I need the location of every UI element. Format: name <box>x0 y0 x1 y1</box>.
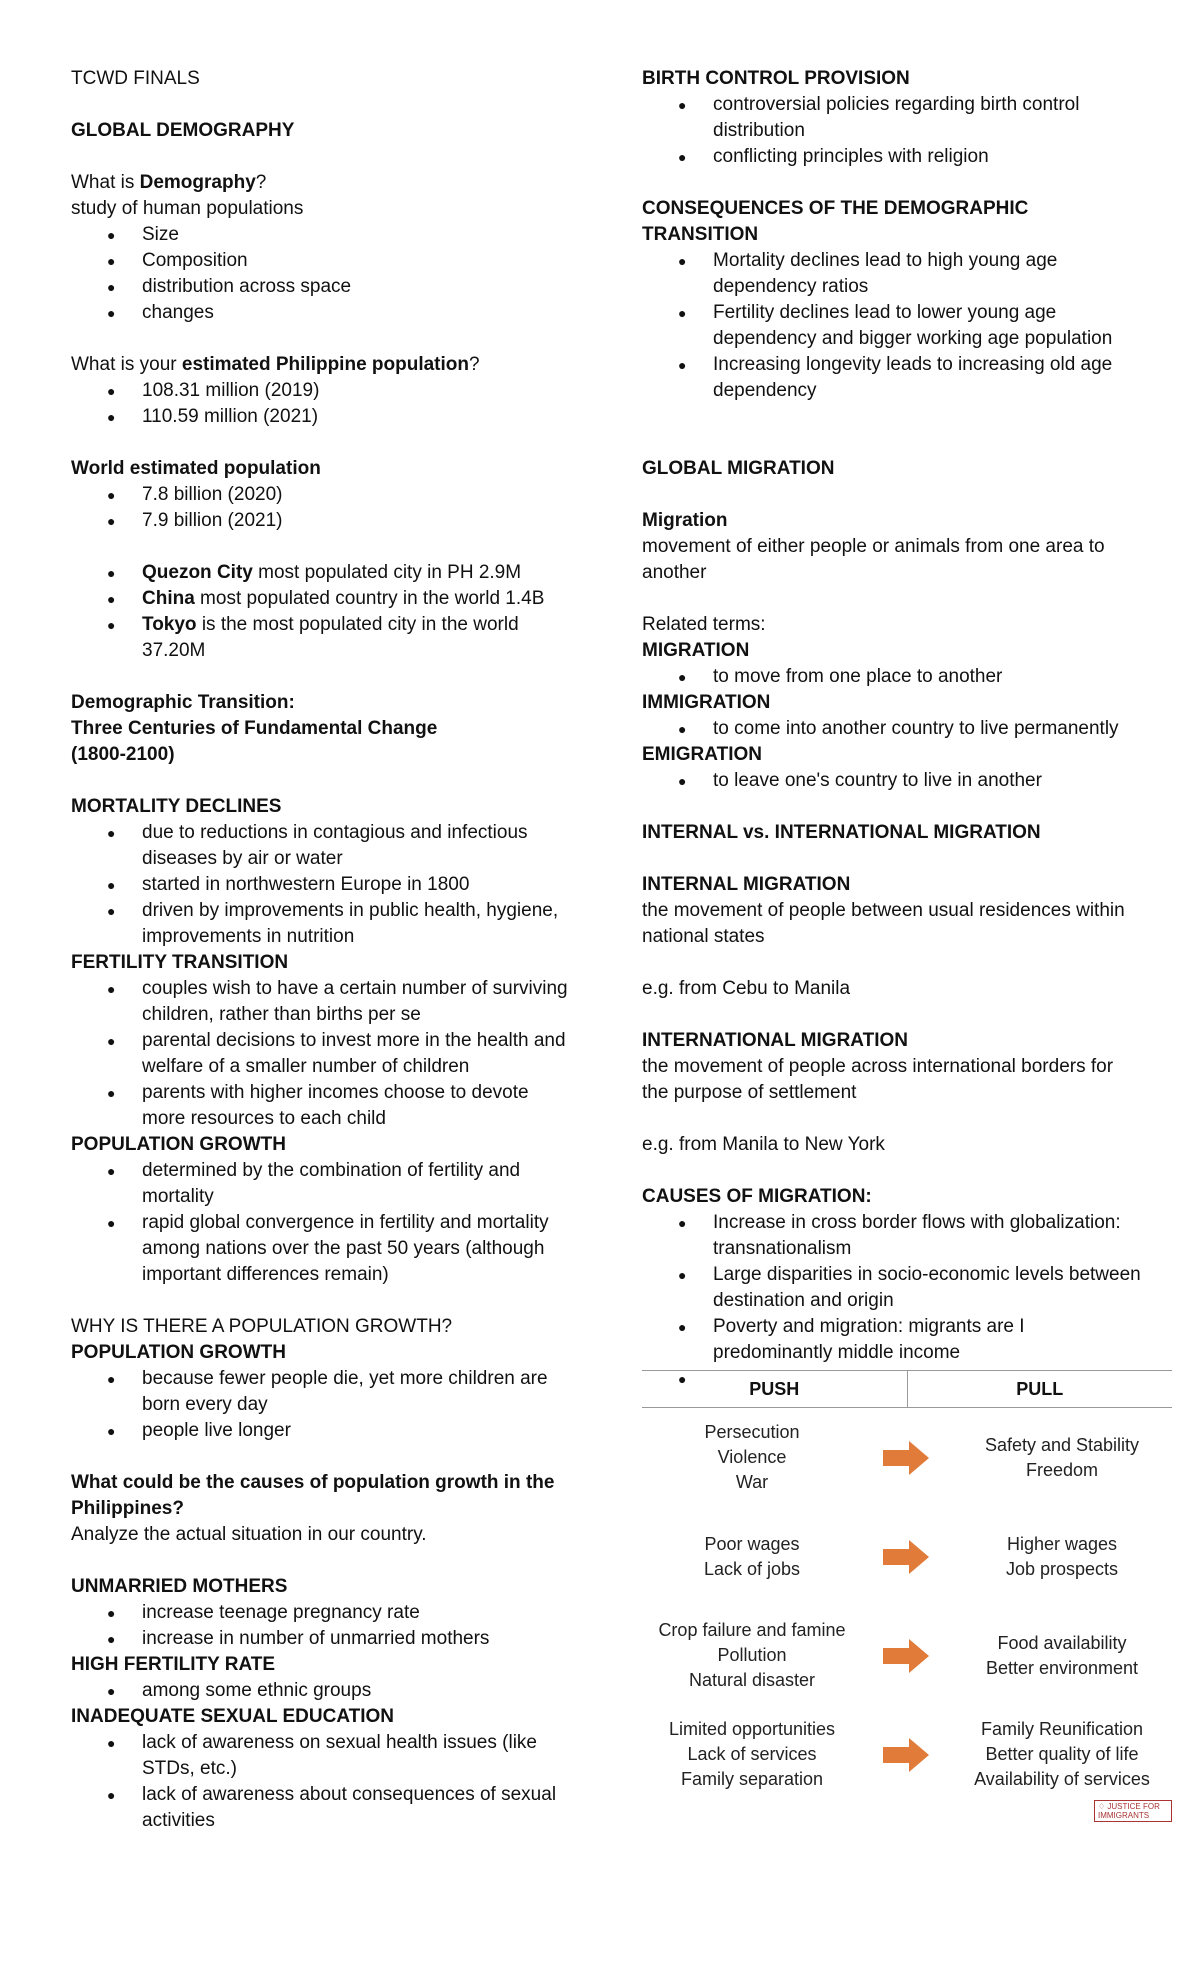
list-item: ● parental decisions to invest more in the health and welfare of a smaller number of children <box>71 1028 571 1080</box>
population-growth-title: POPULATION GROWTH <box>71 1134 286 1155</box>
pull-factors <box>952 1631 1172 1681</box>
pull-header: PULL <box>1016 1379 1064 1399</box>
sex-ed-title: INADEQUATE SEXUAL EDUCATION <box>71 1706 395 1727</box>
list-item: ● 7.9 billion (2021) <box>71 508 571 534</box>
demographic-transition-subtitle: Three Centuries of Fundamental Change <box>71 718 438 739</box>
push-factor: Lack of jobs <box>703 1558 801 1579</box>
list-item: ● lack of awareness about consequences of sexual activities <box>71 1782 571 1834</box>
pull-factors <box>952 1532 1172 1582</box>
internal-migration-definition: the movement of people between usual residences within national states <box>642 900 1125 947</box>
list-item: ● conflicting principles with religion <box>642 144 1142 170</box>
high-fertility-title: HIGH FERTILITY RATE <box>71 1654 276 1675</box>
list-item: ● people live longer <box>71 1418 571 1444</box>
internal-migration-example: e.g. from Cebu to Manila <box>642 978 851 999</box>
list-item: ● 7.8 billion (2020) <box>71 482 571 508</box>
causes-instruction: Analyze the actual situation in our country. <box>71 1524 427 1545</box>
list-item: ● increase teenage pregnancy rate <box>71 1600 571 1626</box>
question-ph-population: What is your estimated Philippine population? <box>71 354 480 375</box>
list-item: ● Large disparities in socio-economic levels between destination and origin <box>642 1262 1142 1314</box>
push-header: PUSH <box>642 1371 908 1407</box>
fact-item: ● Quezon City most populated city in PH 2.9M <box>71 560 571 586</box>
push-factor: Violence <box>717 1447 787 1467</box>
consequences-title: CONSEQUENCES OF THE DEMOGRAPHIC TRANSITION <box>642 198 1029 245</box>
pull-factor: Freedom <box>1025 1459 1099 1480</box>
arrow-right-icon <box>862 1639 952 1673</box>
pull-factor: Better environment <box>985 1657 1139 1678</box>
list-item: ● to move from one place to another <box>642 664 1142 690</box>
demographic-transition-title: Demographic Transition: <box>71 692 295 713</box>
pull-factors <box>952 1717 1172 1792</box>
push-factor: Lack of services <box>687 1744 817 1764</box>
causes-of-migration-list <box>642 1210 1142 1366</box>
pull-factor: Job prospects <box>1005 1558 1119 1579</box>
list-item: ● 110.59 million (2021) <box>71 404 571 430</box>
pull-factor: Safety and Stability <box>984 1434 1140 1455</box>
causes-question: What could be the causes of population growth in the Philippines? <box>71 1472 555 1519</box>
push-factors <box>642 1618 862 1693</box>
list-item: ● lack of awareness on sexual health issues (like STDs, etc.) <box>71 1730 571 1782</box>
section-global-migration: GLOBAL MIGRATION <box>642 458 835 479</box>
section-global-demography: GLOBAL DEMOGRAPHY <box>71 120 295 141</box>
why-title: POPULATION GROWTH <box>71 1342 286 1363</box>
list-item: ● started in northwestern Europe in 1800 <box>71 872 571 898</box>
push-pull-header <box>642 1371 1172 1408</box>
consequences-list <box>642 248 1142 404</box>
world-population-title: World estimated population <box>71 458 321 479</box>
list-item: ● increase in number of unmarried mothers <box>71 1626 571 1652</box>
migration-definition: movement of either people or animals from one area to another <box>642 536 1105 583</box>
population-facts-list <box>71 560 571 664</box>
term-immigration: IMMIGRATION <box>642 692 771 713</box>
list-item: ● due to reductions in contagious and infectious diseases by air or water <box>71 820 571 872</box>
push-factor: Family separation <box>680 1769 824 1789</box>
push-factors <box>642 1717 862 1792</box>
list-item: ● driven by improvements in public health, hygiene, improvements in nutrition <box>71 898 571 950</box>
term-emigration: EMIGRATION <box>642 744 762 765</box>
list-item: ● Composition <box>71 248 571 274</box>
push-factor: Natural disaster <box>688 1670 816 1690</box>
list-item: ● among some ethnic groups <box>71 1678 571 1704</box>
push-factor: Persecution <box>704 1422 800 1442</box>
why-list <box>71 1366 571 1444</box>
pull-factor: Food availability <box>997 1632 1127 1653</box>
world-population-list <box>71 482 571 534</box>
causes-of-migration-title: CAUSES OF MIGRATION: <box>642 1186 872 1207</box>
fact-item: ● Tokyo is the most populated city in the world 37.20M <box>71 612 571 664</box>
internal-vs-international-title: INTERNAL vs. INTERNATIONAL MIGRATION <box>642 822 1041 843</box>
list-item: ● Poverty and migration: migrants are I predominantly middle income <box>642 1314 1142 1366</box>
justice-for-immigrants-logo: ♢ JUSTICE FOR IMMIGRANTS <box>1094 1800 1172 1822</box>
list-item: ● distribution across space <box>71 274 571 300</box>
pull-factor: Better quality of life <box>985 1744 1139 1764</box>
push-pull-figure <box>642 1370 1172 1820</box>
list-item: ● because fewer people die, yet more children are born every day <box>71 1366 571 1418</box>
push-factors <box>642 1532 862 1582</box>
fertility-title: FERTILITY TRANSITION <box>71 952 289 973</box>
push-pull-row <box>642 1705 1172 1804</box>
right-column <box>642 66 1160 1820</box>
birth-control-title: BIRTH CONTROL PROVISION <box>642 68 910 89</box>
demography-definition: study of human populations <box>71 198 304 219</box>
list-item: ● 108.31 million (2019) <box>71 378 571 404</box>
arrow-right-icon <box>862 1540 952 1574</box>
list-item: ● Size <box>71 222 571 248</box>
list-item: ● to come into another country to live permanently <box>642 716 1142 742</box>
fertility-list <box>71 976 571 1132</box>
related-terms: Related terms: <box>642 614 766 635</box>
demographic-transition-years: (1800-2100) <box>71 744 175 765</box>
push-factors <box>642 1420 862 1495</box>
push-pull-rows <box>642 1408 1172 1804</box>
mortality-list <box>71 820 571 950</box>
term-migration: MIGRATION <box>642 640 750 661</box>
demography-list <box>71 222 571 326</box>
list-item: ● Fertility declines lead to lower young age dependency and bigger working age population <box>642 300 1142 352</box>
term-migration-list <box>642 664 1142 690</box>
term-immigration-list <box>642 716 1142 742</box>
push-factor: Crop failure and famine <box>658 1620 846 1640</box>
push-factor: Poor wages <box>704 1533 800 1554</box>
arrow-right-icon <box>862 1441 952 1475</box>
push-factor: War <box>735 1472 769 1492</box>
doc-title: TCWD FINALS <box>71 68 200 89</box>
question-demography: What is Demography? <box>71 172 267 193</box>
push-pull-row <box>642 1507 1172 1606</box>
list-item: ● changes <box>71 300 571 326</box>
international-migration-definition: the movement of people across international borders for the purpose of settlement <box>642 1056 1114 1103</box>
pull-factors <box>952 1433 1172 1483</box>
international-migration-title: INTERNATIONAL MIGRATION <box>642 1030 908 1051</box>
list-item: ● rapid global convergence in fertility and mortality among nations over the past 50 years (although important differences remain) <box>71 1210 571 1288</box>
list-item: ● Mortality declines lead to high young age dependency ratios <box>642 248 1142 300</box>
unmarried-list <box>71 1600 571 1652</box>
why-question: WHY IS THERE A POPULATION GROWTH? <box>71 1316 453 1337</box>
push-factor: Limited opportunities <box>668 1719 836 1739</box>
mortality-title: MORTALITY DECLINES <box>71 796 282 817</box>
list-item: ● parents with higher incomes choose to devote more resources to each child <box>71 1080 571 1132</box>
migration-title: Migration <box>642 510 728 531</box>
push-pull-row <box>642 1408 1172 1507</box>
ph-population-list <box>71 378 571 430</box>
unmarried-title: UNMARRIED MOTHERS <box>71 1576 288 1597</box>
term-emigration-list <box>642 768 1142 794</box>
arrow-right-icon <box>862 1738 952 1772</box>
pull-factor: Family Reunification <box>980 1719 1144 1739</box>
pull-factor: Availability of services <box>974 1769 1150 1789</box>
international-migration-example: e.g. from Manila to New York <box>642 1134 885 1155</box>
left-column <box>71 66 571 1834</box>
high-fertility-list <box>71 1678 571 1704</box>
push-factor: Pollution <box>717 1645 787 1665</box>
birth-control-list <box>642 92 1142 170</box>
population-growth-list <box>71 1158 571 1288</box>
fact-item: ● China most populated country in the world 1.4B <box>71 586 571 612</box>
list-item: ● Increasing longevity leads to increasing old age dependency <box>642 352 1142 404</box>
push-pull-row <box>642 1606 1172 1705</box>
internal-migration-title: INTERNAL MIGRATION <box>642 874 851 895</box>
list-item: ● controversial policies regarding birth control distribution <box>642 92 1142 144</box>
list-item: ● determined by the combination of fertility and mortality <box>71 1158 571 1210</box>
sex-ed-list <box>71 1730 571 1834</box>
list-item: ● to leave one's country to live in another <box>642 768 1142 794</box>
pull-factor: Higher wages <box>1006 1533 1118 1554</box>
list-item: ● Increase in cross border flows with globalization: transnationalism <box>642 1210 1142 1262</box>
list-item: ● couples wish to have a certain number of surviving children, rather than births per se <box>71 976 571 1028</box>
